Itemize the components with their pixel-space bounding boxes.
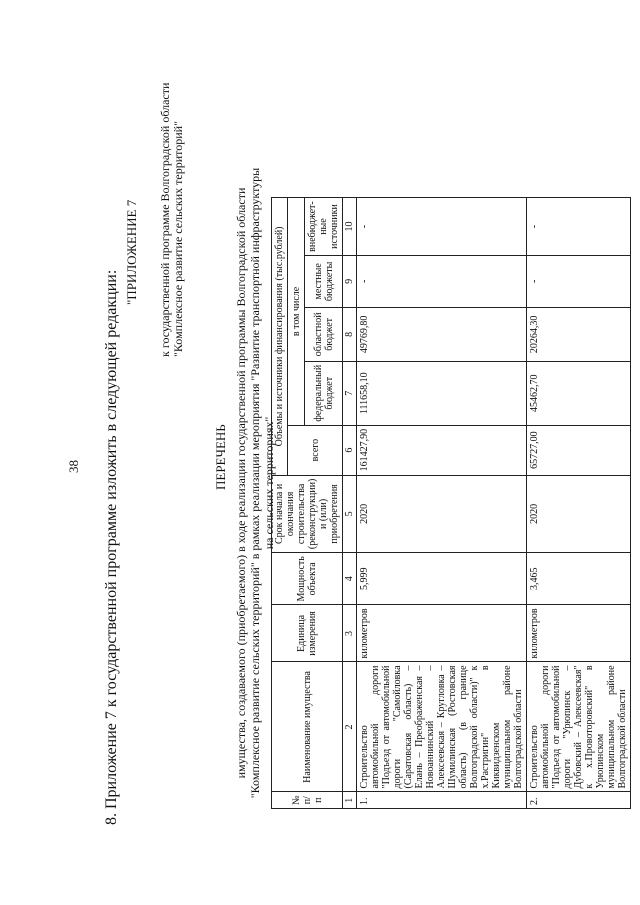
row-total: 65727,00: [527, 425, 631, 475]
header-including: в том числе: [288, 198, 305, 425]
row-num: 2.: [527, 792, 631, 809]
header-federal: федеральный бюджет: [305, 361, 343, 425]
row-unit: километров: [527, 605, 631, 662]
colnum-7: 7: [343, 361, 357, 425]
list-subtitle: имущества, создаваемого (приобретаемого) в ходе реализации государственной программы Волгоградской области "Комплексное развитие сельских территорий" в рамках реализации мероприятия "Развитие транспортной инфраструктуры на сельских территориях": [234, 167, 276, 799]
appendix-label: "ПРИЛОЖЕНИЕ 7: [124, 199, 139, 305]
colnum-6: 6: [343, 425, 357, 475]
row-term: 2020: [527, 475, 631, 553]
row-name: Строительство автомобильной дороги "Подъезд от автомобильной дороги "Самойловка (Саратовская область) – Елань – Преображенская – Новоаннинский – Алексеевская – Кругловка – Шумилинская (Ростовская область) (в границе Волгоградской области)" к х.Растригин" в Киквидзенском муниципальном районе Волгоградской области: [357, 662, 527, 792]
property-table: [271, 197, 631, 809]
header-local: местные бюджеты: [305, 255, 343, 307]
row-capacity: 5,999: [357, 553, 527, 605]
row-federal: 45462,70: [527, 361, 631, 425]
column-number-row: [343, 198, 357, 809]
page-number: 38: [66, 460, 81, 473]
header-funding: Объемы и источники финансирования (тыс.рублей): [272, 198, 288, 475]
row-total: 161427,90: [357, 425, 527, 475]
header-total: всего: [288, 425, 343, 475]
colnum-10: 10: [343, 198, 357, 256]
table-row: [357, 198, 527, 809]
row-local: -: [527, 255, 631, 307]
header-regional: областной бюджет: [305, 307, 343, 361]
row-regional: 20264,30: [527, 307, 631, 361]
appendix-reference: [159, 83, 185, 357]
amendment-heading: 8. Приложение 7 к государственной программе изложить в следующей редакции:: [103, 269, 120, 825]
colnum-8: 8: [343, 307, 357, 361]
header-unit: Единица измерения: [272, 605, 343, 662]
colnum-3: 3: [343, 605, 357, 662]
table-row: [527, 198, 631, 809]
colnum-4: 4: [343, 553, 357, 605]
row-extrabudget: -: [357, 198, 527, 256]
appendix-reference-line2: "Комплексное развитие сельских территорий": [171, 121, 185, 357]
colnum-9: 9: [343, 255, 357, 307]
row-term: 2020: [357, 475, 527, 553]
header-capacity: Мощность объекта: [272, 553, 343, 605]
row-name: Строительство автомобильной дороги "Подъезд от автомобильной дороги "Урюпинск – Дубовский – Алексеевская" к х.Провоторовский" в Урюпинском муниципальном районе Волгоградской области: [527, 662, 631, 792]
list-title: ПЕРЕЧЕНЬ: [213, 424, 228, 490]
row-capacity: 3,465: [527, 553, 631, 605]
header-num: № п/п: [272, 792, 343, 809]
colnum-5: 5: [343, 475, 357, 553]
row-extrabudget: -: [527, 198, 631, 256]
header-name: Наименование имущества: [272, 662, 343, 792]
header-term: Срок начала и окончания строительства (реконструкции) и (или) приобретения: [272, 475, 343, 553]
colnum-1: 1: [343, 792, 357, 809]
row-regional: 49769,80: [357, 307, 527, 361]
appendix-reference-line1: к государственной программе Волгоградской области: [158, 82, 172, 357]
row-unit: километров: [357, 605, 527, 662]
header-row-1: [272, 198, 288, 809]
row-num: 1.: [357, 792, 527, 809]
row-federal: 111658,10: [357, 361, 527, 425]
row-local: -: [357, 255, 527, 307]
colnum-2: 2: [343, 662, 357, 792]
header-extrabudget: внебюджет-ные источники: [305, 198, 343, 256]
